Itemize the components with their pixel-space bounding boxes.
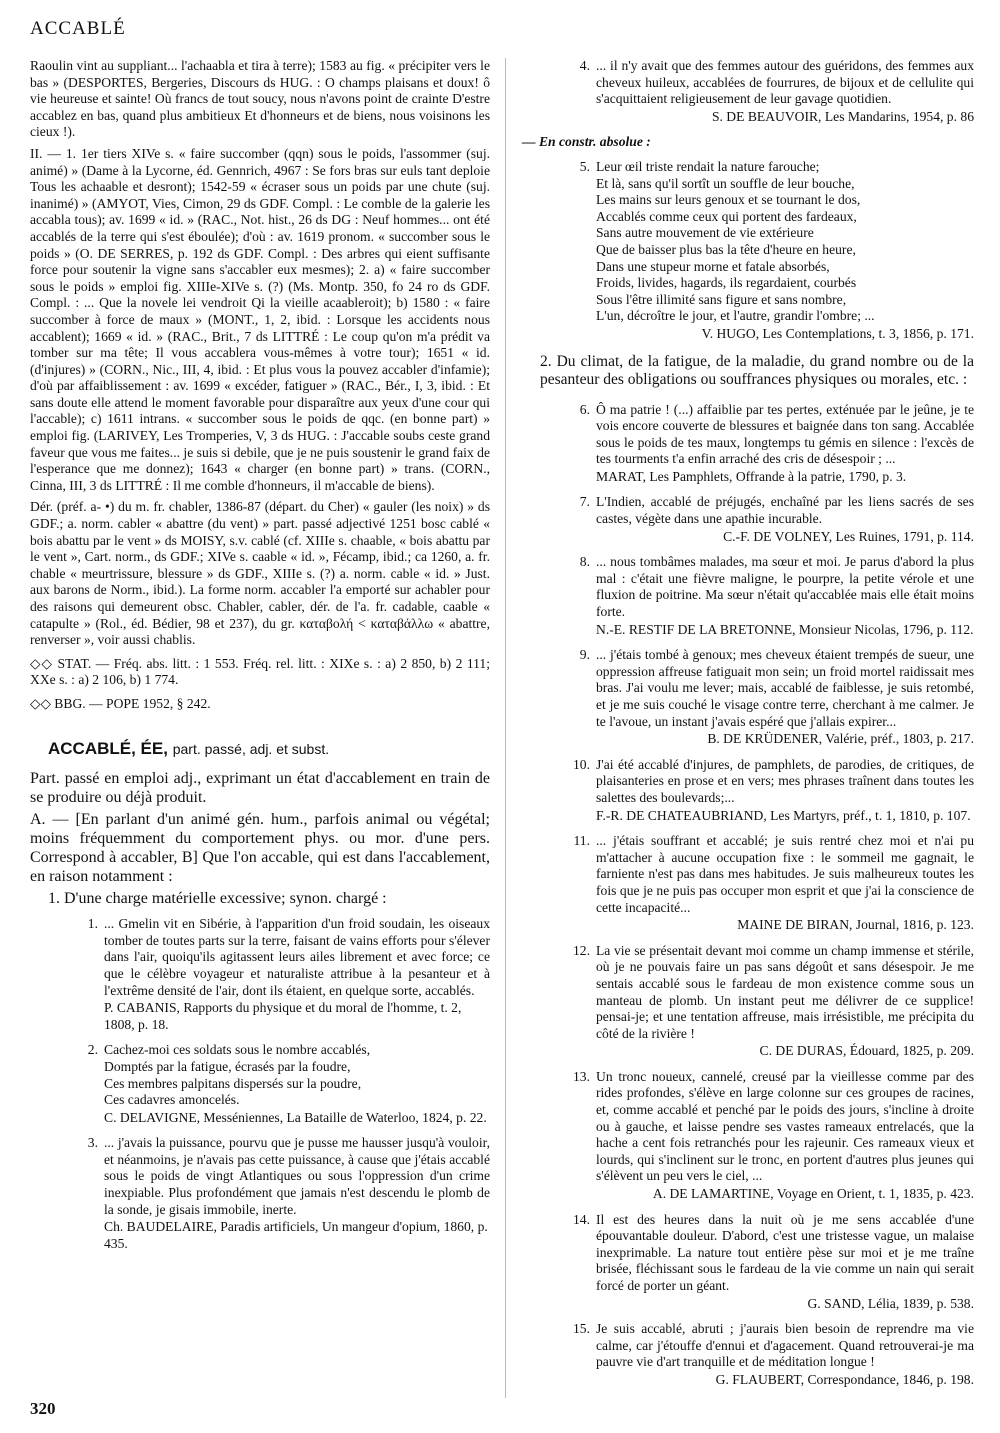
right-column: [522, 58, 974, 1398]
example-number: 1.: [87, 916, 98, 932]
example-number: 8.: [579, 554, 590, 570]
page-number: 320: [30, 1399, 56, 1418]
example-number: 9.: [579, 647, 590, 663]
example-13: [522, 1069, 974, 1203]
example-source: A. DE LAMARTINE, Voyage en Orient, t. 1, 1835, p. 423.: [652, 1186, 974, 1202]
example-source: G. FLAUBERT, Correspondance, 1846, p. 198.: [715, 1371, 974, 1387]
verse-line: Et là, sans qu'il sortît un souffle de leur bouche,: [596, 175, 855, 191]
example-text: Il est des heures dans la nuit où je me sens accablée d'une épouvantable douleur. D'abord, c'est une tristesse vague, un malaise inexprimable. La nature tout entière pèse sur moi et je me traîne brisée, fléchissant sous le fardeau de la vie comme un nain qui serait forcé de porter un géant.: [596, 1211, 974, 1293]
example-1: [30, 916, 490, 1033]
example-number: 2.: [87, 1042, 98, 1058]
example-text: J'ai été accablé d'injures, de pamphlets, de parodies, de critiques, de plaisanteries en prose et en vers; mes phrases traînent dans toutes les salettes des boulevards;...: [596, 756, 974, 805]
example-15: [522, 1321, 974, 1388]
example-number: 13.: [573, 1068, 590, 1084]
subsection-2: 2. Du climat, de la fatigue, de la maladie, du grand nombre ou de la pesanteur des obligations ou souffrances physiques ou morales, etc. :: [540, 352, 974, 388]
example-source: B. DE KRÜDENER, Valérie, préf., 1803, p. 217.: [707, 731, 974, 747]
example-text: ... j'étais souffrant et accablé; je suis rentré chez moi et n'ai pu m'attacher à aucune occupation fixe : le sommeil me gagnait, le farniente n'est pas dans mes habitudes. Je suis malheureux toutes les fois que je ne puis pas occuper mon esprit et que j'ai la conscience de cette incapacité...: [596, 833, 974, 915]
example-text: ... j'avais la puissance, pourvu que je pusse me hausser jusqu'à vouloir, et néanmoins, je n'avais pas cette puissance, à cause que j'étais accablé sous le poids de vingt Atlantiques ou sous l'oppression d'un crime inexpiable. Plus profondément que jamais n'est descendu le plomb de la sonde, je gisais immobile, inerte.: [104, 1135, 490, 1217]
example-number: 7.: [579, 494, 590, 510]
verse-line: Cachez-moi ces soldats sous le nombre accablés,: [104, 1042, 371, 1058]
left-column: [30, 58, 490, 1261]
example-number: 5.: [579, 158, 590, 174]
example-text: La vie se présentait devant moi comme un champ immense et stérile, où je ne pouvais faire un pas sans dégoût et sans désespoir. Je me sentais accablé sous le fardeau de mon existence comme sous un manteau de plomb. Un instant peut me délivrer de ce supplice! pensai-je; et une tentation affreuse, mais irrésistible, me précipita du côté de la rivière !: [596, 942, 974, 1041]
verse-line: Accablés comme ceux qui portent des fardeaux,: [596, 208, 857, 224]
section-a: A. — [En parlant d'un animé gén. hum., parfois animal ou végétal; moins fréquemment du comportement phys. ou mor. d'une pers. Correspond à accabler, B] Que l'on accable, qui est dans l'accablement, en raison notamment :: [30, 811, 490, 886]
verse-line: Sans autre mouvement de vie extérieure: [596, 225, 814, 241]
verse-line: Domptés par la fatigue, écrasés par la foudre,: [104, 1058, 351, 1074]
example-text: ... Gmelin vit en Sibérie, à l'apparition d'un froid soudain, les oiseaux tomber de toutes parts sur la terre, faisant de vains efforts pour s'élever dans l'air, quoiqu'ils agitassent leurs ailes librement et avec force; ce que le célèbre voyageur et naturaliste attribue à la pesanteur et à l'extrême densité de l'air, dont ils étaient, en quelque sorte, accablés.: [104, 916, 490, 998]
bbg-line: ◇◇ BBG. — POPE 1952, § 242.: [30, 695, 211, 711]
example-source: S. DE BEAUVOIR, Les Mandarins, 1954, p. 86: [711, 108, 974, 124]
example-text: Je suis accablé, abruti ; j'aurais bien besoin de reprendre ma vie calme, car j'étouffe d'ennui et d'agacement. Quand retrouverai-je ma pauvre vie d'art tranquille et de méditation longue !: [596, 1321, 974, 1370]
entry-grammar: part. passé, adj. et subst.: [172, 740, 330, 757]
example-text: Un tronc noueux, cannelé, creusé par la vieillesse comme par des rides profondes, s'élève en large colonne sur ces groupes de racines, et, comme accablé et penché par le poids des jours, s'incline à droite ou à gauche, et laisse pendre ses vastes rameaux entrelacés, que la hache a cent fois retranchés pour les rajeunir. Ces rameaux vieux et lourds, qui s'inclinent sur le tronc, en portent d'autres plus jeunes qui s'élèvent un peu vers le ciel, ...: [596, 1068, 974, 1184]
etymology-paragraph-2: II. — 1. 1er tiers XIVe s. « faire succomber (qqn) sous le poids, l'assommer (suj. animé) » (Dame à la Lycorne, éd. Gennrich, 4967 : Se fors bras sur euls tant deploie Tous les achaable et desront); 1542-59 « écraser sous un poids par une chute (suj. inanimé) » (AMYOT, Vies, Cimon, 29 ds GDF. Compl. : Le comble de la galerie les accabla tous); av. 1699 « id. » (RAC., Not. hist., 26 ds DG : Neuf hommes... ont été accablés de la terre qui s'est éboulée); d'où : av. 1619 pronom. « succomber sous le poids » (O. DE SERRES, p. 192 ds GDF. Compl. : Des arbres qui eient suffisante force pour soutenir la vigne sans s'accabler eux mesmes); 2. a) « faire succomber sous le poids » emploi fig. XIIIe-XIVe s. (?) (Ms. Montp. 350, fo 24 ro ds GDF. Compl. : ... Que la novele lei vendroit Qi la vieille acaableroit); b) 1580 : « faire succomber à force de maux » (MONT., 1, 2, ibid. : Lorsque les accidents nous accablent); 1669 « id. » (RAC., Brit., 7 ds LITTRÉ : Le coup qu'on m'a prédit va tomber sur ma tête; Il vous accablera vous-mêmes à votre tour); 1651 « id. (d'injures) » (CORN., Nic., III, 4, ibid. : Et plus vous la pouvez accabler d'infamie); d'où par affaiblissement : av. 1699 « excéder, fatiguer » (RAC., Bér., I, 3, ibid. : Et sans doute elle attend le moment favorable pour disparaître aux yeux d'une cour qui l'accable); c) 1611 intrans. « succomber sous le poids de qqc. (en bonne part) » emploi fig. (LARIVEY, Les Tromperies, V, 3 ds HUG. : J'accable soubs ceste grand faveur que vous me faites... je suis si debile, que je ne puis soustenir le grand faix de l'esperance que me donnez); 1643 « charger (en bonne part) » trans. (CORN., Cinna, III, 3 ds LITTRÉ : Il me comble d'honneurs, il m'accable de biens).: [30, 145, 490, 493]
example-number: 4.: [579, 58, 590, 73]
example-source: MARAT, Les Pamphlets, Offrande à la patrie, 1790, p. 3.: [596, 468, 907, 484]
example-source: N.-E. RESTIF DE LA BRETONNE, Monsieur Nicolas, 1796, p. 112.: [596, 621, 974, 637]
example-6: [522, 402, 974, 486]
example-text: L'Indien, accablé de préjugés, enchaîné par les liens sacrés de ses castes, végète dans une apathie incurable.: [596, 494, 974, 527]
example-source: P. CABANIS, Rapports du physique et du moral de l'homme, t. 2, 1808, p. 18.: [104, 1000, 462, 1032]
running-head: ACCABLÉ: [30, 18, 126, 39]
verse-line: Dans une stupeur morne et fatale absorbés,: [596, 258, 830, 274]
verse-line: Froids, livides, hagards, ils regardaient, courbés: [596, 275, 857, 291]
verse-line: Ces membres palpitans dispersés sur la poudre,: [104, 1075, 362, 1091]
example-7: [522, 494, 974, 545]
example-number: 15.: [573, 1321, 590, 1337]
verse-line: Sous l'être illimité sans figure et sans nombre,: [596, 291, 847, 307]
example-text: ... j'étais tombé à genoux; mes cheveux étaient trempés de sueur, une oppression affreuse fatiguait mon sein; un froid mortel raidissait mes bras. J'ai voulu me lever; mais, accablé de faiblesse, je suis retombé, et je me suis couché le visage contre terre, cherchant à me calmer. Je te l'avoue, un instant j'avais espéré que j'allais expirer...: [596, 647, 974, 729]
example-12: [522, 943, 974, 1060]
example-4: [522, 58, 974, 125]
entry-title: [48, 738, 490, 758]
example-5: [522, 159, 974, 343]
example-source: G. SAND, Lélia, 1839, p. 538.: [807, 1295, 974, 1311]
example-number: 3.: [87, 1135, 98, 1151]
derivation-paragraph: Dér. (préf. a- •) du m. fr. chabler, 1386-87 (départ. du Cher) « gauler (les noix) » ds GDF.; a. norm. cabler « abattre (du vent) » part. passé adjectivé 1251 bosc cablé « bois abattu par le vent » ds MOISY, s.v. cablé (cf. XIIIe s. chaable, « bois abattu par le vent », Cart. norm., ds GDF.; XIVe s. caable « id. », Fécamp, ibid.; ca 1260, a. fr. chable « meurtrissure, blessure » ds GDF., XIIIe s. (?) a. norm. cable « id. » Just. aux barons de Norm., ibid.). La forme norm. accabler l'a emporté sur achabler pour des raisons qui demeurent obsc. Chabler, cabler, dér. de l'a. fr. cadable, caable « catapulte » (Rol., éd. Bédier, 98 et 237), du gr. καταβολή < καταβάλλω « abattre, renverser », voir aussi chablis.: [30, 499, 490, 648]
stat-line: ◇◇ STAT. — Fréq. abs. litt. : 1 553. Fréq. rel. litt. : XIXe s. : a) 2 850, b) 2 111; XXe s. : a) 2 106, b) 1 774.: [30, 655, 490, 688]
example-8: [522, 554, 974, 638]
example-source: C.-F. DE VOLNEY, Les Ruines, 1791, p. 114.: [723, 528, 974, 544]
entry-headword: ACCABLÉ, ÉE,: [48, 738, 168, 758]
example-source: C. DE DURAS, Édouard, 1825, p. 209.: [759, 1043, 974, 1059]
subsection-1: 1. D'une charge matérielle excessive; synon. chargé :: [48, 890, 387, 908]
example-number: 6.: [579, 401, 590, 417]
entry-intro: Part. passé en emploi adj., exprimant un état d'accablement en train de se produire ou déjà produit.: [30, 770, 490, 807]
verse-line: Ces cadavres amoncelés.: [104, 1092, 240, 1108]
example-3: [30, 1135, 490, 1252]
verse-line: Leur œil triste rendait la nature farouche;: [596, 158, 820, 174]
etymology-paragraph-1: Raoulin vint au suppliant... l'achaabla et tira à terre); 1583 au fig. « précipiter vers le bas » (DESPORTES, Bergeries, Discours ds HUG. : O champs plaisans et doux! ô vie heureuse et sainte! Où francs de tout soucy, nous n'avons point de crainte D'estre accablez en bas, quand plus ambitieux Et d'honneurs et de biens, nous voisinons les cieux !).: [30, 58, 490, 140]
verse-line: L'un, décroître le jour, et l'autre, grandir l'ombre; ...: [596, 308, 875, 324]
example-text: Ô ma patrie ! (...) affaiblie par tes pertes, exténuée par le jeûne, je te vois encore couverte de blessures et baignée dans ton sang. Accablée sous le poids de tes maux, longtemps tu gémis en silence : l'excès de tes tourments t'a enfin arraché des cris de désespoir ; ...: [596, 401, 974, 467]
column-divider: [505, 58, 506, 1398]
example-2: [30, 1042, 490, 1126]
construction-heading: — En constr. absolue :: [522, 134, 651, 150]
example-source: MAINE DE BIRAN, Journal, 1816, p. 123.: [737, 917, 974, 933]
example-number: 10.: [573, 756, 590, 772]
verse-line: Les mains sur leurs genoux et se tournant le dos,: [596, 192, 861, 208]
example-source: V. HUGO, Les Contemplations, t. 3, 1856, p. 171.: [701, 325, 974, 341]
example-number: 14.: [573, 1211, 590, 1227]
example-source: C. DELAVIGNE, Messéniennes, La Bataille de Waterloo, 1824, p. 22.: [104, 1109, 487, 1125]
example-text: ... il n'y avait que des femmes autour des guéridons, des femmes aux cheveux huileux, accablées de fourrures, de bijoux et de cellulite qui s'acquittaient religieusement de leur gavage quotidien.: [596, 58, 974, 107]
example-9: [522, 647, 974, 748]
example-11: [522, 833, 974, 934]
example-number: 11.: [573, 833, 590, 849]
example-14: [522, 1212, 974, 1313]
example-text: ... nous tombâmes malades, ma sœur et moi. Je parus d'abord la plus mal : c'était une fièvre maligne, le pourpre, la petite vérole et une fluxion de poitrine. Ma sœur n'était qu'accablée mais elle était moins forte.: [596, 554, 974, 620]
example-source: Ch. BAUDELAIRE, Paradis artificiels, Un mangeur d'opium, 1860, p. 435.: [104, 1219, 488, 1251]
verse-line: Que de baisser plus bas la tête d'heure en heure,: [596, 241, 856, 257]
example-source: F.-R. DE CHATEAUBRIAND, Les Martyrs, préf., t. 1, 1810, p. 107.: [596, 807, 971, 823]
example-10: [522, 757, 974, 824]
example-number: 12.: [573, 942, 590, 958]
